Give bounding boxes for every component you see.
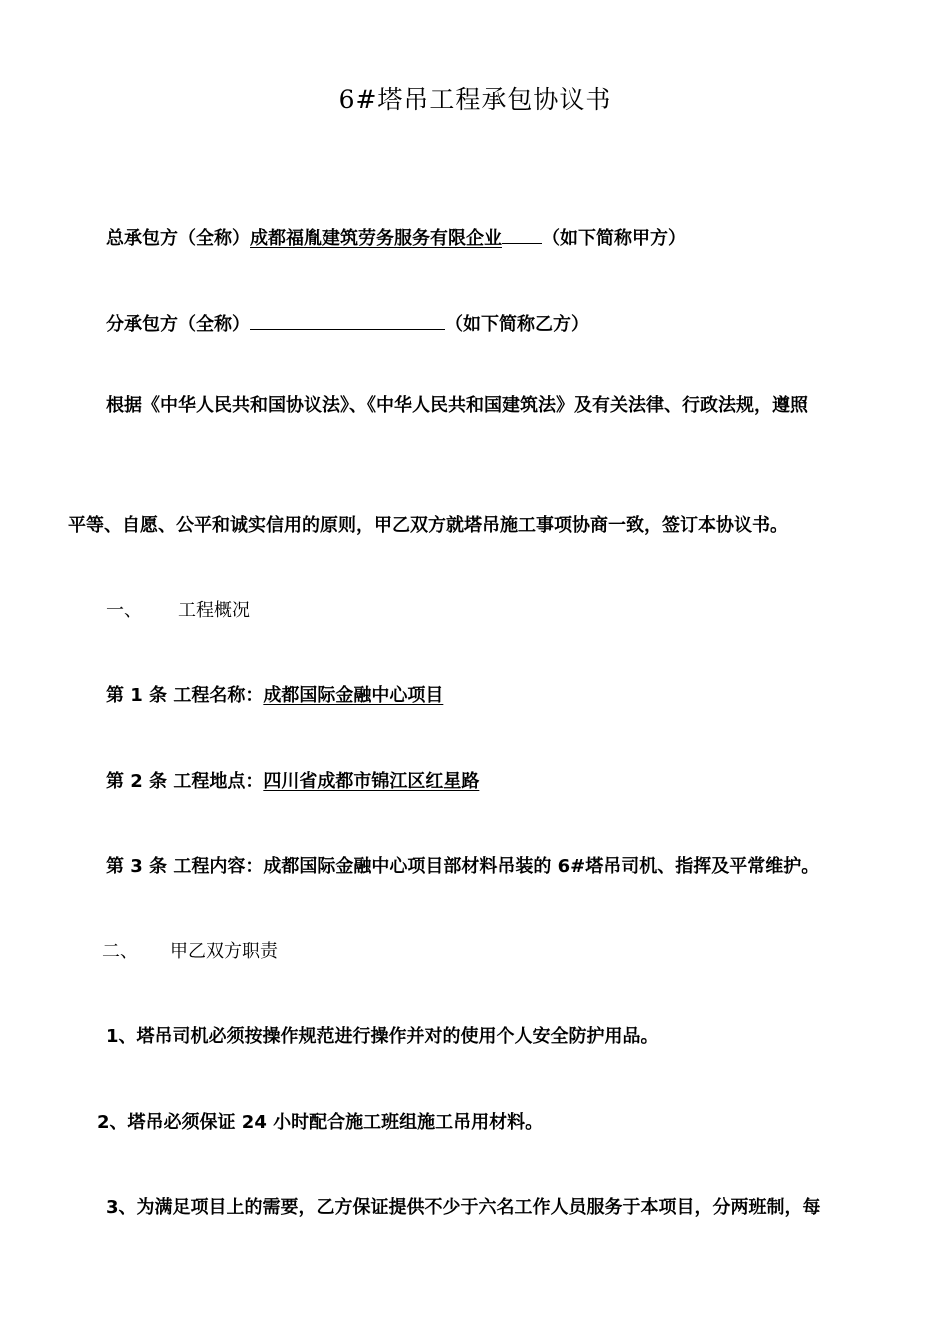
party-a-blank	[502, 223, 542, 244]
article-3-label: 第 3 条 工程内容：	[106, 856, 264, 877]
article-2-value: 四川省成都市锦江区红星路	[263, 771, 480, 792]
article-2	[106, 770, 479, 794]
document-title: 6#塔吊工程承包协议书	[338, 85, 612, 114]
party-a-value: 成都福胤建筑劳务服务有限企业	[250, 228, 502, 249]
article-1-value: 成都国际金融中心项目	[263, 685, 444, 706]
party-a-line	[106, 223, 686, 251]
party-b-line	[106, 309, 589, 337]
party-a-suffix: （如下简称甲方）	[542, 228, 686, 249]
section-1-title: 工程概况	[178, 600, 250, 621]
party-b-suffix: （如下简称乙方）	[445, 314, 589, 335]
party-a-label: 总承包方（全称）	[106, 228, 250, 249]
section-1-number: 一、	[106, 600, 142, 621]
section-2-title: 甲乙双方职责	[170, 941, 278, 962]
article-2-label: 第 2 条 工程地点：	[106, 771, 264, 792]
section-2-number: 二、	[102, 941, 138, 962]
basis-line-2: 平等、自愿、公平和诚实信用的原则，甲乙双方就塔吊施工事项协商一致，签订本协议书。	[68, 515, 788, 536]
duty-3: 3、为满足项目上的需要，乙方保证提供不少于六名工作人员服务于本项目，分两班制，每	[106, 1197, 821, 1218]
article-3	[106, 855, 819, 879]
section-2-heading	[102, 940, 278, 964]
duty-2: 2、塔吊必须保证 24 小时配合施工班组施工吊用材料。	[97, 1112, 544, 1133]
party-b-label: 分承包方（全称）	[106, 314, 250, 335]
party-b-blank	[250, 309, 445, 330]
article-3-value: 成都国际金融中心项目部材料吊装的 6#塔吊司机、指挥及平常维护。	[263, 856, 820, 877]
article-1	[106, 684, 443, 708]
section-1-heading	[106, 599, 250, 623]
basis-line-1: 根据《中华人民共和国协议法》、《中华人民共和国建筑法》及有关法律、行政法规，遵照	[106, 395, 808, 416]
article-1-label: 第 1 条 工程名称：	[106, 685, 264, 706]
duty-1: 1、塔吊司机必须按操作规范进行操作并对的使用个人安全防护用品。	[106, 1026, 659, 1047]
